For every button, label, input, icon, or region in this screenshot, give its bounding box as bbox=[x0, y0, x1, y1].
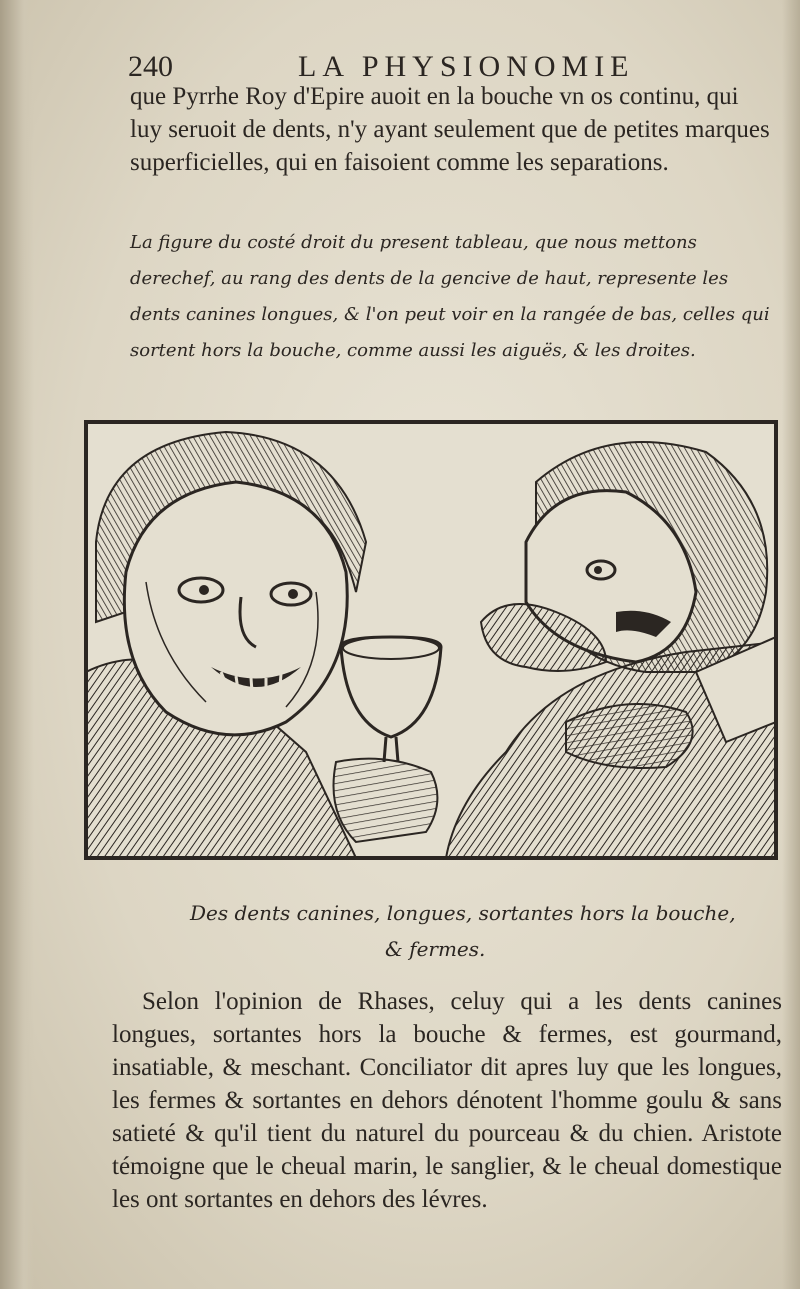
figure-caption-line-1: Des dents canines, longues, sortantes hors la bouche, bbox=[190, 901, 736, 925]
page-edge-shadow bbox=[782, 0, 800, 1289]
page-number: 240 bbox=[128, 50, 173, 83]
body-paragraph-2: Selon l'opinion de Rhases, celuy qui a les dents canines longues, sortantes hors la bouche & fermes, est gourmand, insatiable, & meschant. Conciliator dit apres luy que les longues, les fermes & sortantes en dehors dénotent l'homme goulu & sans satieté & qu'il tient du naturel du pourceau & du chien. Aristote témoigne que le cheual marin, le sanglier, & le cheual domestique les ont sortantes en dehors des lévres. bbox=[112, 988, 782, 1213]
book-gutter-shadow bbox=[0, 0, 34, 1289]
woodcut-image bbox=[86, 422, 776, 858]
woodcut-illustration bbox=[84, 420, 778, 860]
figure-caption-line-2: & fermes. bbox=[385, 937, 486, 961]
running-title: LA PHYSIONOMIE bbox=[298, 50, 635, 83]
body-paragraph-1: que Pyrrhe Roy d'Epire auoit en la bouche vn os continu, qui luy seruoit de dents, n'y ayant seulement que de petites marques superficielles, qui en faisoient comme les separations. bbox=[130, 83, 770, 176]
figure-description: La figure du costé droit du present tableau, que nous mettons derechef, au rang des dents de la gencive de haut, represente les dents canines longues, & l'on peut voir en la rangée de bas, celles qui sortent hors la bouche, comme aussi les aiguës, & les droites. bbox=[130, 232, 770, 361]
figure-caption bbox=[190, 895, 750, 967]
